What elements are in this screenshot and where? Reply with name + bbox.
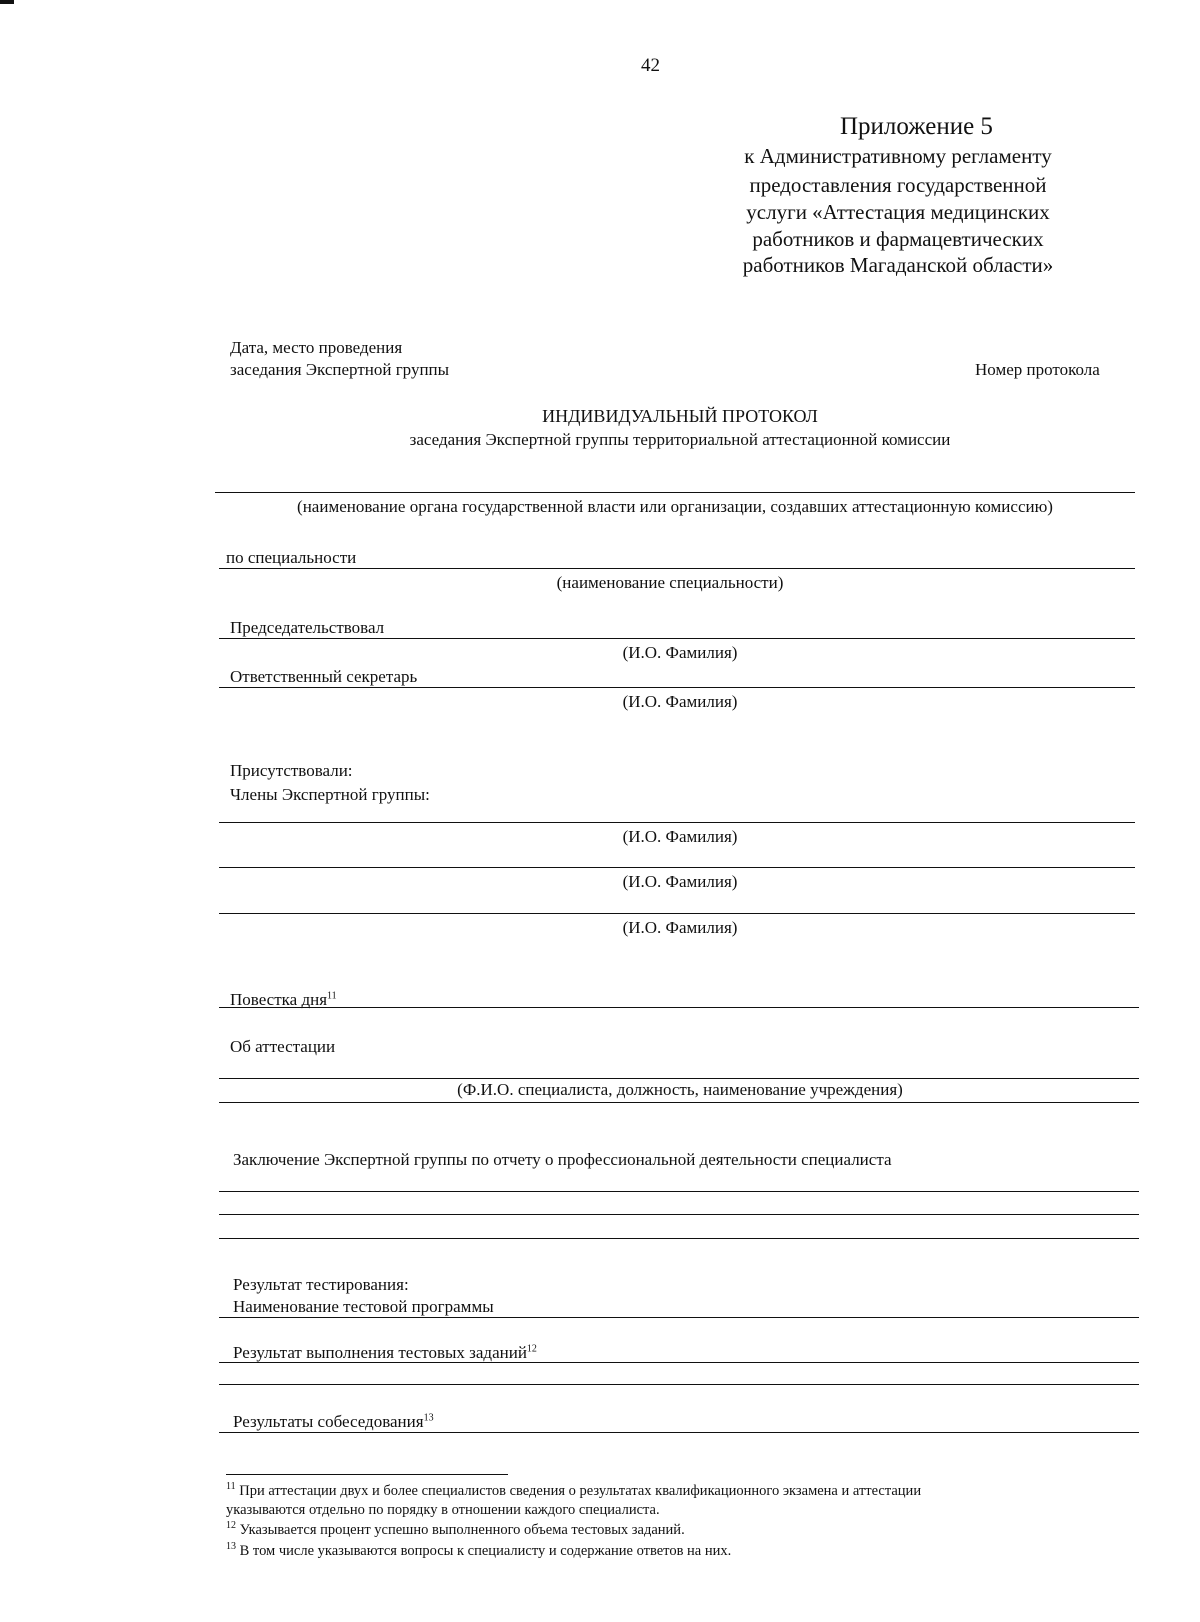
footnote-ref: 13 [423, 1412, 434, 1424]
footnote-separator [226, 1474, 508, 1475]
annex-line: к Административному регламенту [744, 144, 1052, 168]
test-result-line[interactable] [219, 1362, 1139, 1363]
page-number: 42 [641, 55, 660, 76]
test-program-label: Наименование тестовой программы [233, 1297, 494, 1316]
chair-name-hint: (И.О. Фамилия) [622, 643, 738, 662]
member-name-hint: (И.О. Фамилия) [622, 827, 738, 846]
footnote-11: $^{11}$ При аттестации двух и более специалистов сведения о результатах квалификационного экзамена и аттестации [226, 1481, 922, 1499]
annex-line: работников Магаданской области» [742, 253, 1054, 277]
protocol-title: ИНДИВИДУАЛЬНЫЙ ПРОТОКОЛ [542, 406, 818, 426]
specialist-line-2[interactable] [219, 1102, 1139, 1103]
test-program-line[interactable] [219, 1317, 1139, 1318]
protocol-number-label: Номер протокола [975, 360, 1100, 379]
about-attestation-label: Об аттестации [230, 1037, 336, 1056]
member-name-hint: (И.О. Фамилия) [622, 872, 738, 891]
annex-title: Приложение 5 [840, 113, 993, 140]
agenda-line[interactable] [219, 1007, 1139, 1008]
members-label: Члены Экспертной группы: [230, 785, 430, 804]
scan-edge-mark [0, 0, 14, 4]
chair-label: Председательствовал [230, 618, 385, 637]
interview-line[interactable] [219, 1432, 1139, 1433]
secretary-label: Ответственный секретарь [230, 667, 418, 686]
meeting-group-label: заседания Экспертной группы [230, 360, 450, 379]
test-result-line-2[interactable] [219, 1384, 1139, 1385]
conclusion-line[interactable] [219, 1238, 1139, 1239]
agenda-label: Повестка дня$^{11}$ [230, 990, 337, 1009]
annex-line: предоставления государственной [749, 173, 1047, 197]
conclusion-label: Заключение Экспертной группы по отчету о профессиональной деятельности специалиста [233, 1150, 892, 1169]
member-line[interactable] [219, 913, 1135, 914]
specialty-line[interactable] [219, 568, 1135, 569]
chair-line[interactable] [219, 638, 1135, 639]
footnote-ref: 11 [327, 990, 337, 1002]
specialist-hint: (Ф.И.О. специалиста, должность, наименование учреждения) [457, 1080, 903, 1099]
footnote-11-continued: указываются отдельно по порядку в отношении каждого специалиста. [226, 1502, 660, 1518]
meeting-date-place-label: Дата, место проведения [230, 338, 403, 357]
organization-line[interactable] [215, 492, 1135, 493]
footnote-13: $^{13}$ В том числе указываются вопросы к специалисту и содержание ответов на них. [226, 1541, 732, 1559]
present-label: Присутствовали: [230, 761, 353, 780]
testing-label: Результат тестирования: [233, 1275, 409, 1294]
test-result-label: Результат выполнения тестовых заданий$^{12}$ [233, 1343, 537, 1362]
specialty-label: по специальности [226, 548, 357, 567]
secretary-line[interactable] [219, 687, 1135, 688]
conclusion-line[interactable] [219, 1214, 1139, 1215]
member-line[interactable] [219, 867, 1135, 868]
specialty-hint: (наименование специальности) [556, 573, 784, 592]
secretary-name-hint: (И.О. Фамилия) [622, 692, 738, 711]
interview-label: Результаты собеседования$^{13}$ [233, 1412, 434, 1431]
protocol-subtitle: заседания Экспертной группы территориальной аттестационной комиссии [409, 430, 951, 449]
footnote-ref: 12 [526, 1343, 537, 1355]
annex-line: работников и фармацевтических [752, 227, 1044, 251]
specialist-line[interactable] [219, 1078, 1139, 1079]
footnote-12: $^{12}$ Указывается процент успешно выполненного объема тестовых заданий. [226, 1520, 685, 1538]
conclusion-line[interactable] [219, 1191, 1139, 1192]
organization-hint: (наименование органа государственной власти или организации, создавших аттестационную комиссию) [297, 497, 1053, 516]
member-line[interactable] [219, 822, 1135, 823]
member-name-hint: (И.О. Фамилия) [622, 918, 738, 937]
annex-line: услуги «Аттестация медицинских [746, 200, 1050, 224]
